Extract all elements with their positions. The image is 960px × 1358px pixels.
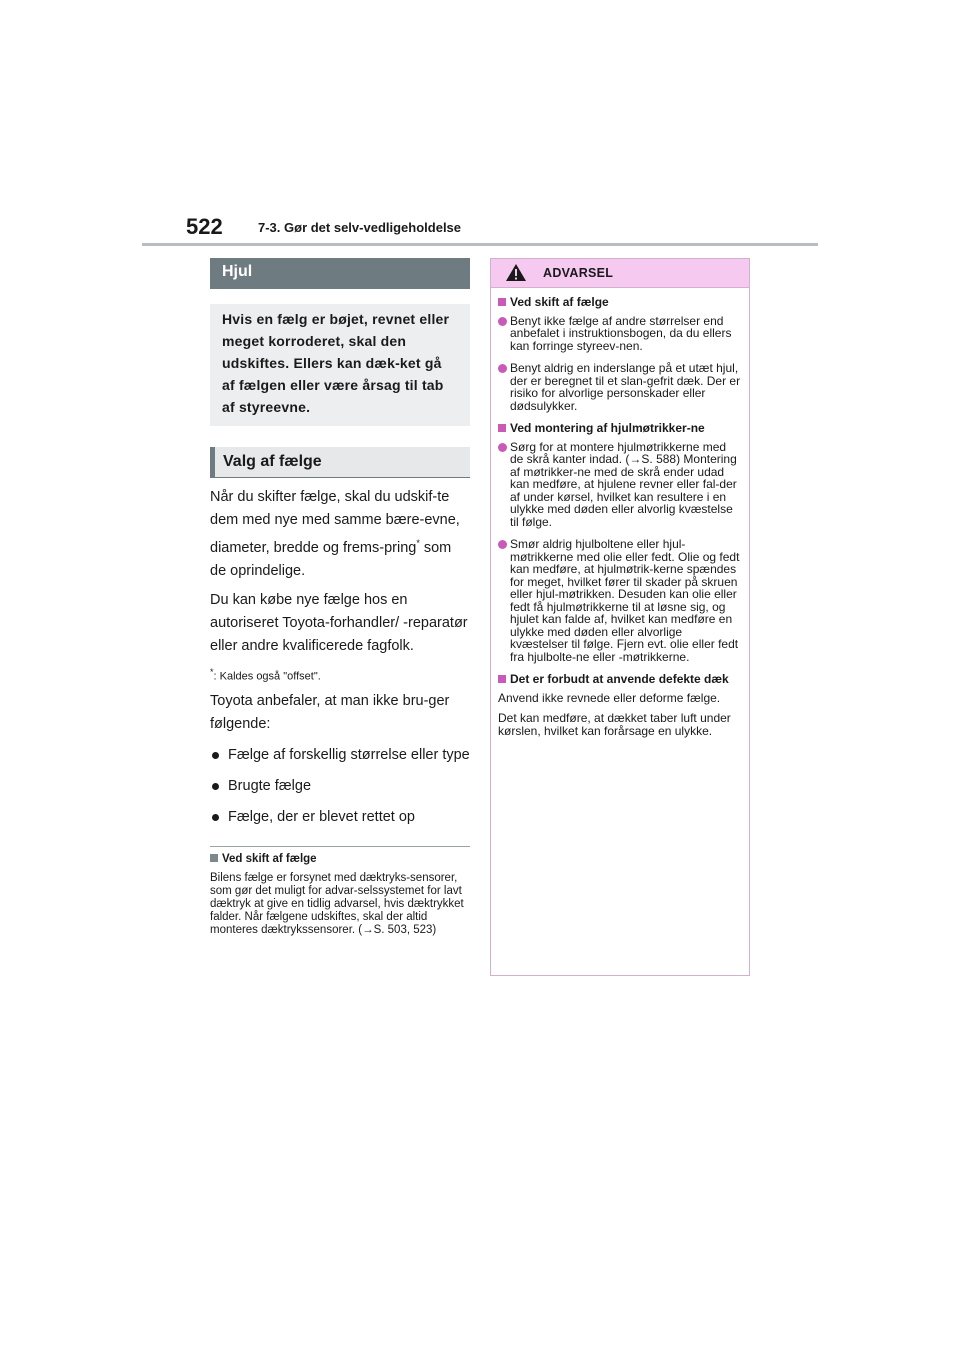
warning-body: [491, 288, 749, 737]
list-item-text: Fælge, der er blevet rettet op: [228, 809, 415, 826]
square-bullet-icon: [210, 854, 218, 862]
warning-triangle-icon: [505, 263, 527, 282]
bullet-icon: [212, 783, 219, 790]
warning-heading-text: Ved skift af fælge: [510, 295, 609, 309]
circle-bullet-icon: [498, 317, 507, 326]
warning-item: [498, 315, 742, 353]
subheading-valg-af-faelge: Valg af fælge: [210, 447, 470, 478]
chapter-title: 7-3. Gør det selv-vedligeholdelse: [258, 220, 462, 235]
warning-heading: [498, 422, 742, 435]
warning-item: [498, 362, 742, 412]
warning-heading: [498, 673, 742, 686]
square-bullet-icon: [498, 675, 506, 683]
warning-paragraph: Det kan medføre, at dækket taber luft under kørslen, hvilket kan forårsage en ulykke.: [498, 711, 731, 738]
bullet-list: [210, 744, 470, 829]
bullet-icon: [212, 814, 219, 821]
paragraph-1-text: Når du skifter fælge, skal du udskif-te dem med nye med samme bære-evne, diameter, bredde og frems-pring: [210, 489, 460, 556]
bullet-icon: [212, 752, 219, 759]
paragraph-1-tail: som de oprindelige.: [210, 539, 452, 579]
circle-bullet-icon: [498, 540, 507, 549]
page-number: 522: [186, 214, 223, 239]
warning-label: ADVARSEL: [543, 266, 614, 280]
warning-item-text: Smør aldrig hjulboltene eller hjul-møtrikkerne med olie eller fedt. Olie og fedt kan medføre, at hjulmøtrik-kerne spændes for meget, hvilket fører til skader på skruen eller hjul-møtrikken. Desuden kan olie eller fedt få hjulmøtrikkerne til at løsne sig, og hjulet kan falde af, hvilket kan medføre en ulykke med døden eller alvorlige kvæstelser til følge. Fjern evt. olie eller fedt fra hjulbolte-ne eller -møtrikkerne.: [510, 537, 740, 664]
paragraph-3: Toyota anbefaler, at man ikke bru-ger følgende:: [210, 693, 450, 733]
warning-heading-text: Ved montering af hjulmøtrikker-ne: [510, 421, 705, 435]
footnote: [210, 664, 470, 685]
footnote-text: : Kaldes også "offset".: [213, 670, 321, 683]
footnote-marker: *: [416, 538, 420, 548]
paragraph-1: [210, 486, 470, 583]
warning-paragraph: Anvend ikke revnede eller deforme fælge.: [498, 690, 721, 705]
list-item: [210, 775, 470, 798]
body-text: [210, 486, 470, 829]
section-title-bar: Hjul: [210, 258, 470, 289]
warning-item: [498, 441, 742, 529]
circle-bullet-icon: [498, 364, 507, 373]
list-item-text: Brugte fælge: [228, 778, 312, 795]
note-heading: [210, 852, 470, 867]
list-item-text: Fælge af forskellig størrelse eller type: [228, 747, 470, 764]
main-column: [210, 258, 470, 937]
square-bullet-icon: [498, 298, 506, 306]
note-text: Bilens fælge er forsynet med dæktryks-sensorer, som gør det muligt for advar-selssystemet for lavt dæktryk at give en tidlig advarsel, hvis dæktrykket falder. Når fælgene udskiftes, skal der altid monteres dæktrykssensorer. (→S. 503, 523): [210, 872, 464, 937]
warning-heading: [498, 296, 742, 309]
square-bullet-icon: [498, 424, 506, 432]
warning-item-text: Sørg for at montere hjulmøtrikkerne med de skrå kanter indad. (→S. 588) Montering af møtrikker-ne med de skrå ender udad kan medføre, at hjulene revner eller fal-der af under kørsel, hvilket kan resultere i en ulykke med døden eller alvorlig kvæstelse til følge.: [510, 439, 737, 529]
circle-bullet-icon: [498, 443, 507, 452]
summary-box: Hvis en fælg er bøjet, revnet eller meget korroderet, skal den udskiftes. Ellers kan dæk-ket gå af fælgen eller være årsag til tab af styreevne.: [210, 304, 470, 426]
list-item: [210, 806, 470, 829]
warning-item: [498, 538, 742, 663]
warning-box: [490, 258, 750, 976]
note-divider: [210, 846, 470, 847]
warning-item-text: Benyt ikke fælge af andre størrelser end anbefalet i instruktionsbogen, da du ellers kan forringe styreev-nen.: [510, 313, 732, 353]
note-heading-text: Ved skift af fælge: [222, 853, 317, 866]
warning-item-text: Benyt aldrig en inderslange på et utæt hjul, der er beregnet til et slan-gefrit dæk. Der er risiko for alvorlige personskader eller dødsulykker.: [510, 361, 741, 413]
footnote-sup: *: [210, 666, 214, 677]
warning-heading-text: Det er forbudt at anvende defekte dæk: [510, 672, 729, 686]
paragraph-2: Du kan købe nye fælge hos en autoriseret Toyota-forhandler/ -reparatør eller andre kvalificerede fagfolk.: [210, 591, 468, 654]
header-divider: [142, 243, 818, 246]
list-item: [210, 744, 470, 767]
warning-header: [491, 259, 749, 288]
